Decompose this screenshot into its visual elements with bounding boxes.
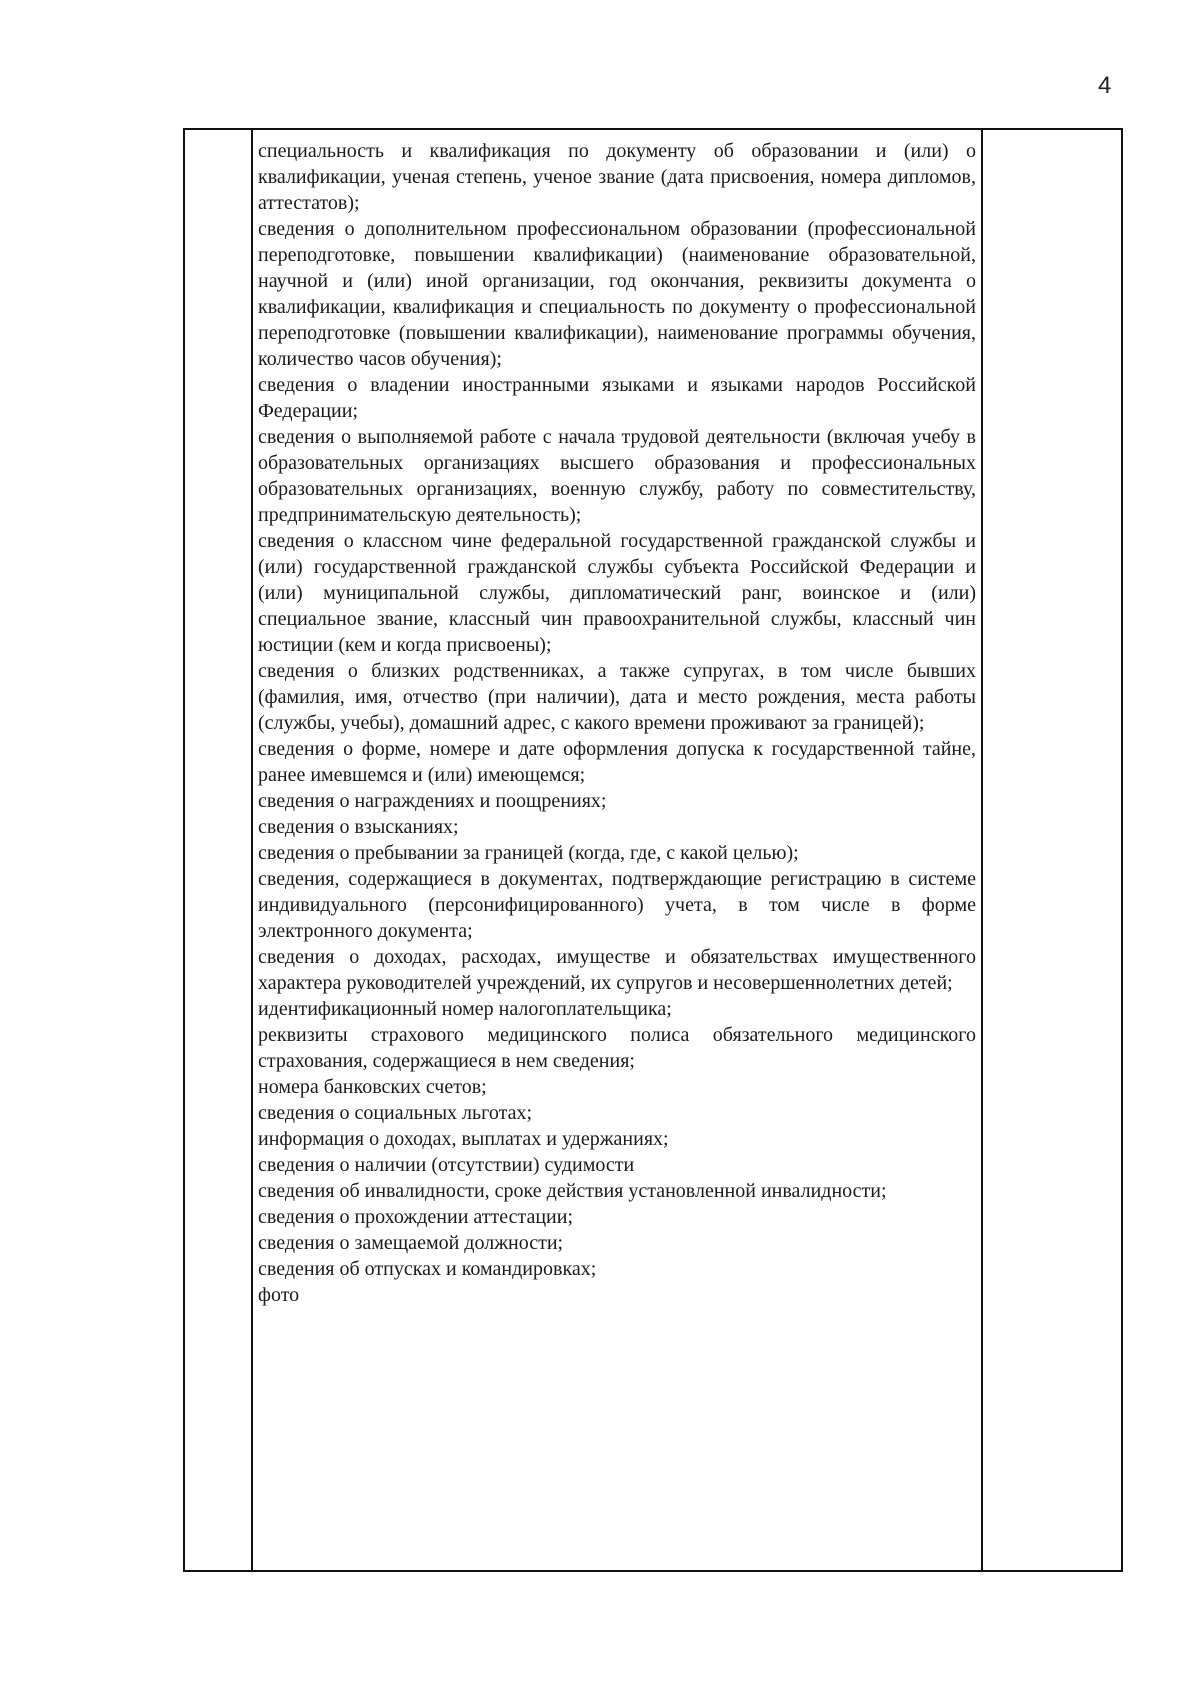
table-column-divider-right bbox=[981, 130, 983, 1570]
list-item: специальность и квалификация по документу об образовании и (или) о квалификации, ученая степень, ученое звание (дата присвоения, номера дипломов, аттестатов); bbox=[258, 140, 976, 214]
list-item: сведения о замещаемой должности; bbox=[258, 1232, 564, 1254]
list-item: сведения о классном чине федеральной государственной гражданской службы и (или) государственной гражданской службы субъекта Российской Федерации и (или) муниципальной службы, дипломатический ранг, воинское и (или) специальное звание, классный чин правоохранительной службы, классный чин юстиции (кем и когда присвоены); bbox=[258, 530, 976, 656]
list-item: информация о доходах, выплатах и удержаниях; bbox=[258, 1128, 669, 1150]
list-item: сведения, содержащиеся в документах, подтверждающие регистрацию в системе индивидуального (персонифицированного) учета, в том числе в форме электронного документа; bbox=[258, 868, 976, 942]
list-item: сведения о прохождении аттестации; bbox=[258, 1206, 574, 1228]
list-item: сведения об инвалидности, сроке действия установленной инвалидности; bbox=[258, 1180, 887, 1202]
list-item: сведения о взысканиях; bbox=[258, 816, 459, 838]
list-item: сведения о социальных льготах; bbox=[258, 1102, 533, 1124]
list-item: сведения о пребывании за границей (когда, где, с какой целью); bbox=[258, 842, 799, 864]
document-table bbox=[183, 128, 1123, 1572]
list-item: сведения о доходах, расходах, имуществе и обязательствах имущественного характера руководителей учреждений, их супругов и несовершеннолетних детей; bbox=[258, 946, 976, 994]
list-item: идентификационный номер налогоплательщика; bbox=[258, 998, 672, 1020]
list-item: сведения о близких родственниках, а также супругах, в том числе бывших (фамилия, имя, отчество (при наличии), дата и место рождения, места работы (службы, учебы), домашний адрес, с какого времени проживают за границей); bbox=[258, 660, 976, 734]
table-content-cell bbox=[256, 138, 979, 1308]
list-item: сведения о награждениях и поощрениях; bbox=[258, 790, 607, 812]
table-column-divider-left bbox=[251, 130, 253, 1570]
list-item: фото bbox=[258, 1284, 300, 1306]
page-number: 4 bbox=[1098, 72, 1112, 99]
list-item: сведения о дополнительном профессиональном образовании (профессиональной переподготовке, повышении квалификации) (наименование образовательной, научной и (или) иной организации, год окончания, реквизиты документа о квалификации, квалификация и специальность по документу о профессиональной переподготовке (повышении квалификации), наименование программы обучения, количество часов обучения); bbox=[258, 218, 976, 370]
list-item: номера банковских счетов; bbox=[258, 1076, 487, 1098]
list-item: сведения о выполняемой работе с начала трудовой деятельности (включая учебу в образовательных организациях высшего образования и профессиональных образовательных организациях, военную службу, работу по совместительству, предпринимательскую деятельность); bbox=[258, 426, 976, 526]
list-item: реквизиты страхового медицинского полиса обязательного медицинского страхования, содержащиеся в нем сведения; bbox=[258, 1024, 976, 1072]
list-item: сведения об отпусках и командировках; bbox=[258, 1258, 597, 1280]
list-item: сведения о форме, номере и дате оформления допуска к государственной тайне, ранее имевшемся и (или) имеющемся; bbox=[258, 738, 976, 786]
list-item: сведения о владении иностранными языками и языками народов Российской Федерации; bbox=[258, 374, 976, 422]
list-item: сведения о наличии (отсутствии) судимости bbox=[258, 1154, 635, 1176]
